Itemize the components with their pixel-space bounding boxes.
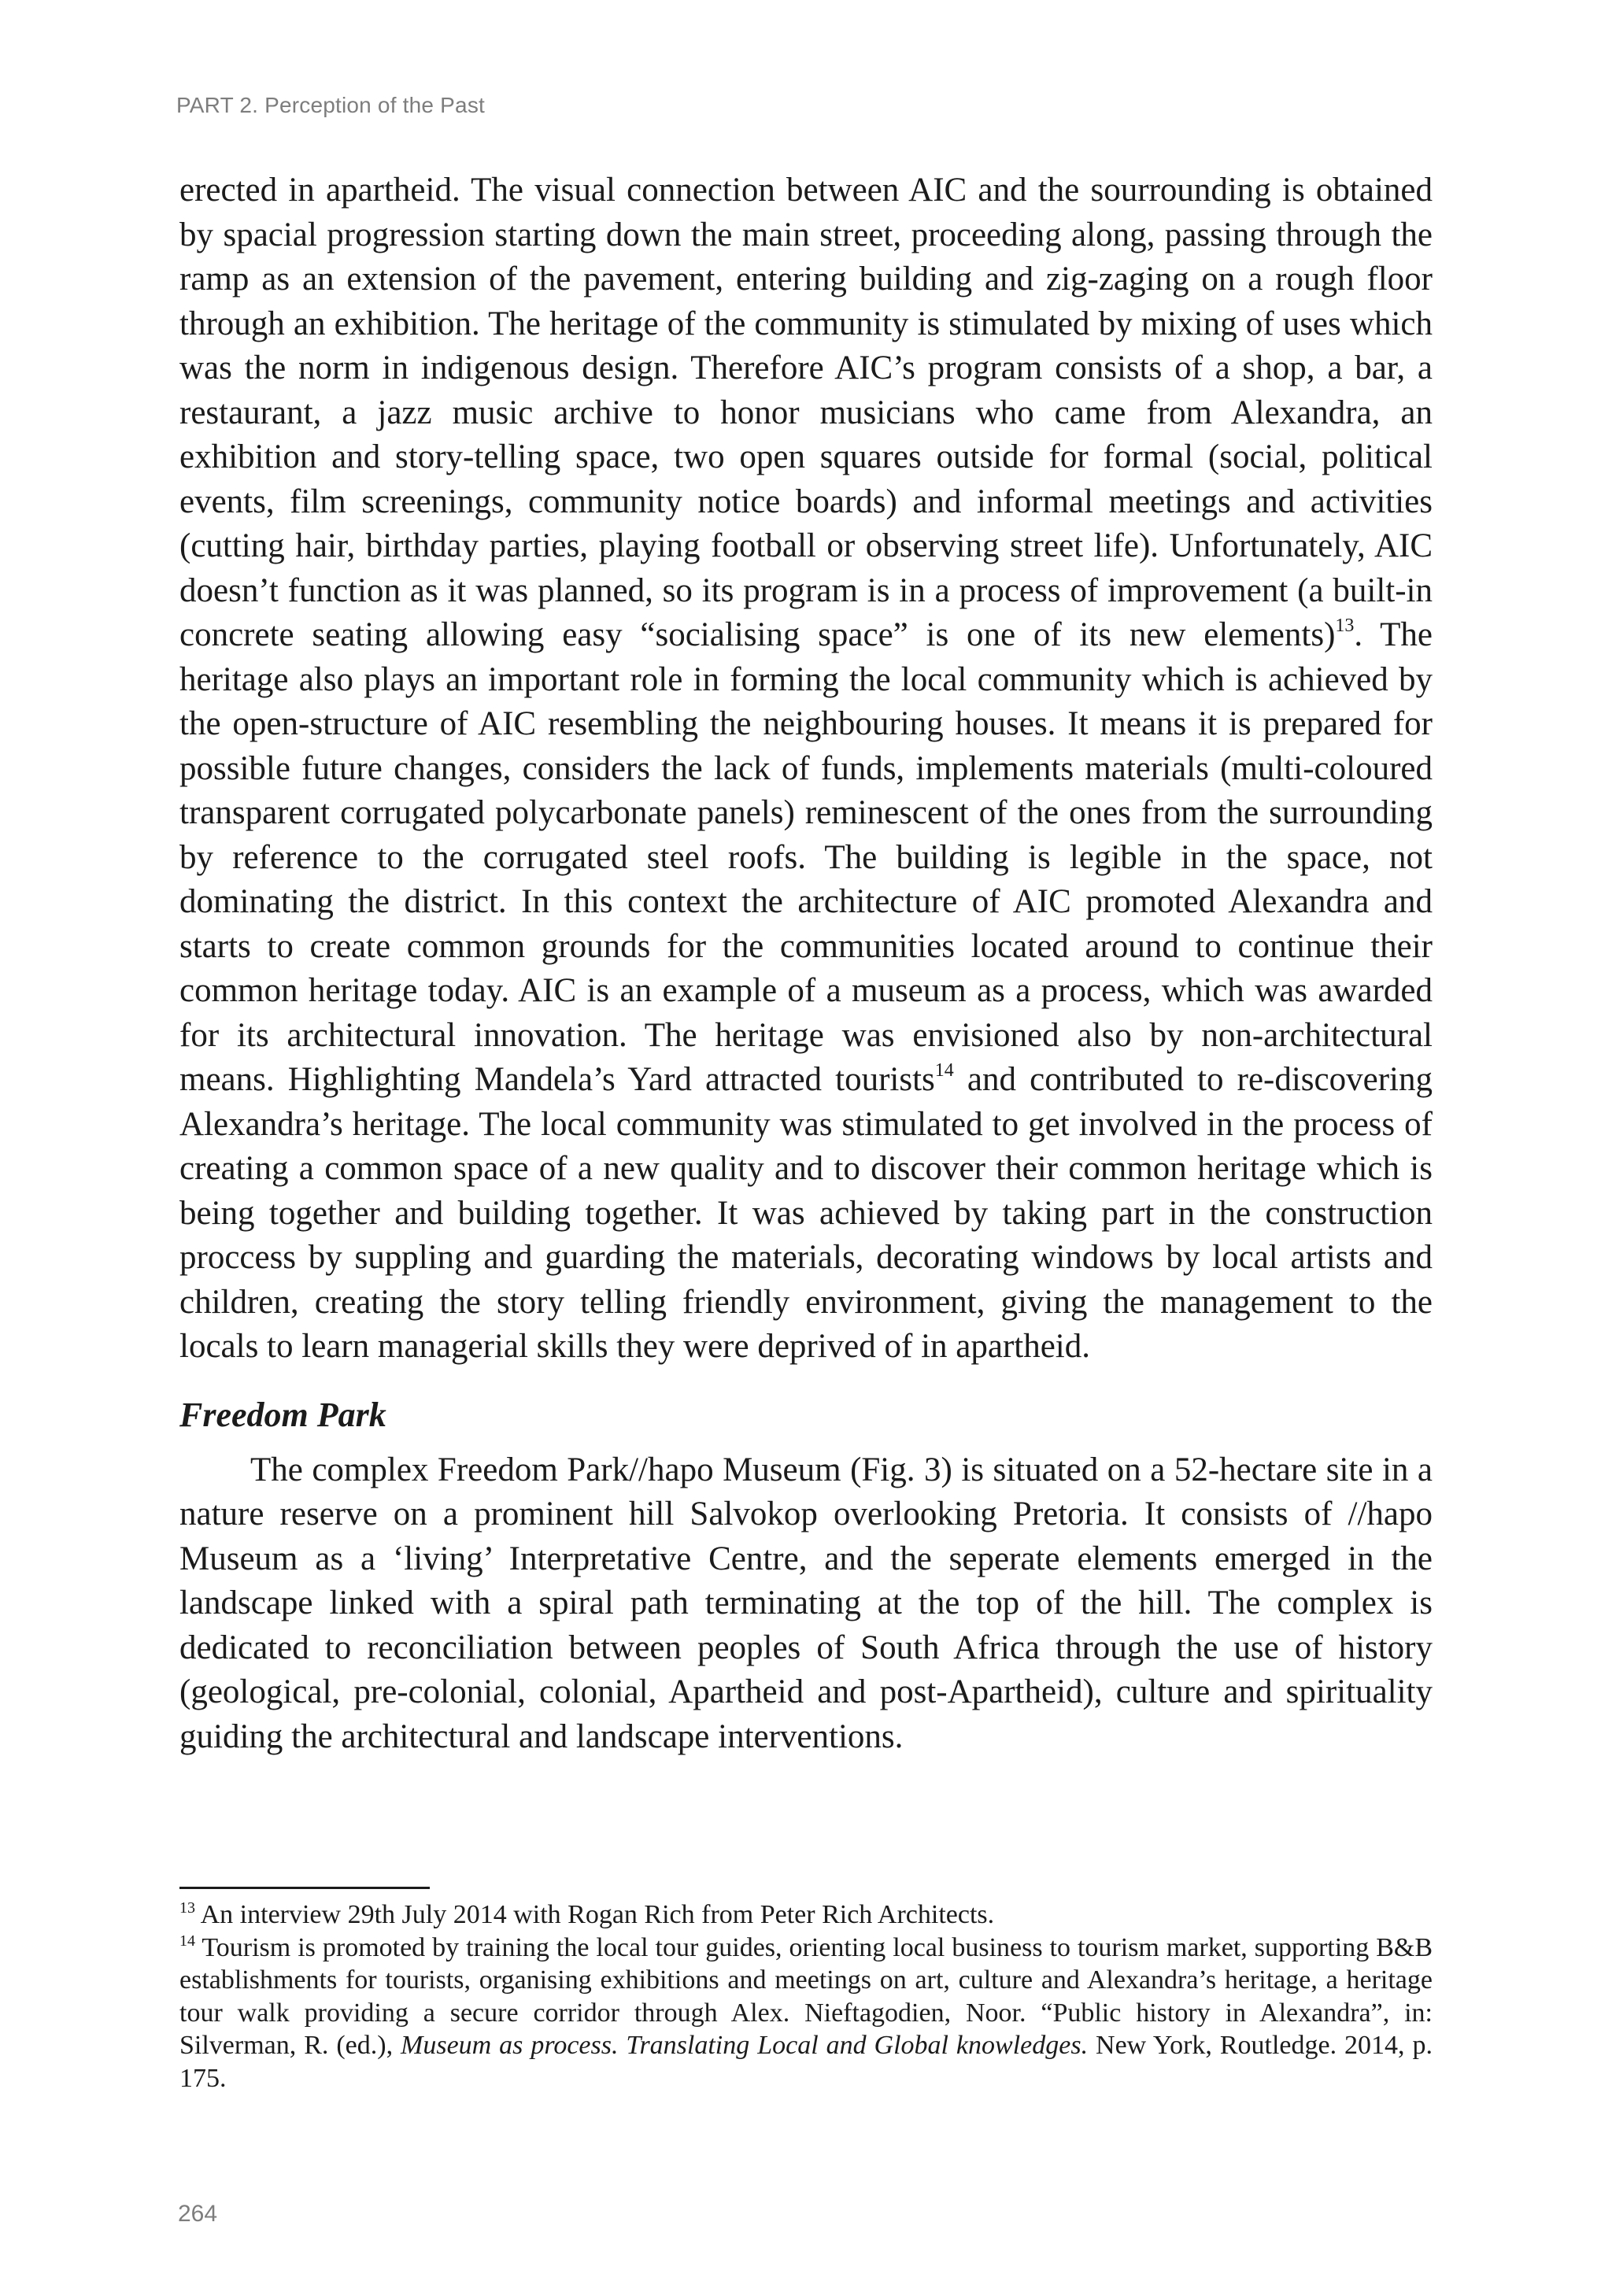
footnote-text: Tourism is promoted by training the local tour guides, orienting local business to tourism market, supporting B&B establishments for tourists, organising exhibitions and meetings on art, culture and Alexandra’s heritage, a heritage tour walk providing a secure corridor through Alex. Nieftagodien, Noor. “Public history in Alexandra”, in: Silverman, R. (ed.), bbox=[179, 1932, 1433, 2060]
footnote bbox=[179, 1932, 1433, 2095]
section-heading: Freedom Park bbox=[179, 1395, 386, 1434]
body-text bbox=[179, 168, 1433, 1759]
footnotes bbox=[179, 1899, 1433, 2094]
paragraph bbox=[179, 168, 1433, 1370]
footnote-italic-title: Museum as process. Translating Local and Global knowledges. bbox=[401, 2031, 1089, 2060]
footnote-number: 13 bbox=[179, 1899, 195, 1917]
footnote-ref: 13 bbox=[1335, 616, 1355, 636]
footnote bbox=[179, 1899, 1433, 1932]
footnote-divider bbox=[179, 1887, 430, 1889]
page-number: 264 bbox=[178, 2201, 218, 2227]
paragraph-text: . The heritage also plays an important role in forming the local community which is achieved by the open-structure of AIC resembling the neighbouring houses. It means it is prepared for possible future changes, considers the lack of funds, implements materials (multi-coloured transparent corrugated polycarbonate panels) reminescent of the ones from the surrounding by reference to the corrugated steel roofs. The building is legible in the space, not dominating the district. In this context the architecture of AIC promoted Alexandra and starts to create common grounds for the communities located around to continue their common heritage today. AIC is an example of a museum as a process, which was awarded for its architectural innovation. The heritage was envisioned also by non-architectural means. Highlighting Mandela’s Yard attracted tourists bbox=[179, 616, 1433, 1098]
footnote-text: New York, Routledge. 2014, p. 175. bbox=[179, 2031, 1433, 2093]
paragraph: The complex Freedom Park//hapo Museum (Fig. 3) is situated on a 52-hectare site in a nature reserve on a prominent hill Salvokop overlooking Pretoria. It consists of //hapo Museum as a ‘living’ Interpretative Centre, and the seperate elements emerged in the landscape linked with a spiral path terminating at the top of the hill. The complex is dedicated to reconciliation between peoples of South Africa through the use of history (geological, pre-colonial, colonial, Apartheid and post-Apartheid), culture and spirituality guiding the architectural and landscape interventions. bbox=[179, 1451, 1433, 1755]
footnote-ref: 14 bbox=[934, 1060, 954, 1081]
footnote-text: An interview 29th July 2014 with Rogan Rich from Peter Rich Architects. bbox=[195, 1900, 995, 1929]
running-head: PART 2. Perception of the Past bbox=[176, 93, 485, 117]
footnote-number: 14 bbox=[179, 1932, 195, 1950]
paragraph-text: and contributed to re-discovering Alexandra’s heritage. The local community was stimulated to get involved in the process of creating a common space of a new quality and to discover their common heritage which is being together and building together. It was achieved by taking part in the construction proccess by suppling and guarding the materials, decorating windows by local artists and children, creating the story telling friendly environment, giving the management to the locals to learn managerial skills they were deprived of in apartheid. bbox=[179, 1061, 1433, 1365]
paragraph-text: erected in apartheid. The visual connection between AIC and the sourrounding is obtained by spacial progression starting down the main street, proceeding along, passing through the ramp as an extension of the pavement, entering building and zig-zaging on a rough floor through an exhibition. The heritage of the community is stimulated by mixing of uses which was the norm in indigenous design. Therefore AIC’s program consists of a shop, a bar, a restaurant, a jazz music archive to honor musicians who came from Alexandra, an exhibition and story-telling space, two open squares outside for formal (social, political events, film screenings, community notice boards) and informal meetings and activities (cutting hair, birthday parties, playing football or observing street life). Unfortunately, AIC doesn’t function as it was planned, so its program is in a process of improvement (a built-in concrete seating allowing easy “socialising space” is one of its new elements) bbox=[179, 172, 1433, 653]
